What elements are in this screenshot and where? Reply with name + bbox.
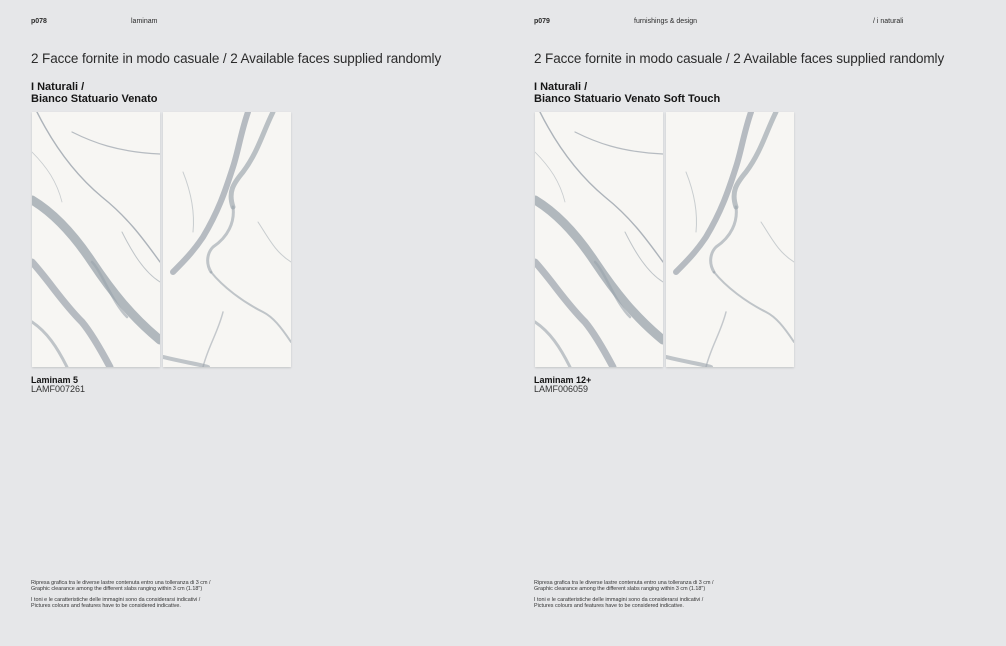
- slab-face-a: [535, 112, 663, 367]
- product-info: [31, 376, 85, 394]
- slab-face-b: [163, 112, 291, 367]
- note-colours-en: Pictures colours and features have to be considered indicative.: [31, 603, 181, 610]
- product-code: LAMF007261: [31, 384, 86, 394]
- note-colours: [534, 597, 834, 610]
- note-clearance: [534, 580, 834, 593]
- page-number: p078: [31, 18, 47, 25]
- title-line-1: I Naturali /: [534, 81, 588, 93]
- slab-face-a: [32, 112, 160, 367]
- note-clearance: [31, 580, 331, 593]
- notes: [534, 580, 834, 614]
- title-line-1: I Naturali /: [31, 81, 85, 93]
- note-colours-it: I toni e le caratteristiche delle immagini sono da considerarsi indicativi /: [31, 596, 201, 603]
- note-colours-it: I toni e le caratteristiche delle immagini sono da considerarsi indicativi /: [534, 596, 704, 603]
- title-line-2: Bianco Statuario Venato Soft Touch: [534, 93, 721, 105]
- category-label: / i naturali: [873, 18, 904, 25]
- headline: 2 Facce fornite in modo casuale / 2 Available faces supplied randomly: [534, 51, 945, 66]
- note-colours-en: Pictures colours and features have to be considered indicative.: [534, 603, 684, 610]
- right-page: [503, 0, 1006, 646]
- marble-face-a-image: [32, 112, 160, 367]
- product-name: Laminam 5: [31, 375, 79, 385]
- section-label: furnishings & design: [634, 18, 698, 25]
- marble-face-b-image: [666, 112, 794, 367]
- marble-face-a-image: [535, 112, 663, 367]
- marble-face-b-image: [163, 112, 291, 367]
- product-code: LAMF006059: [534, 384, 589, 394]
- product-name: Laminam 12+: [534, 375, 592, 385]
- note-clearance-it: Ripresa grafica tra le diverse lastre contenuta entro una tolleranza di 3 cm /: [31, 580, 211, 586]
- headline: 2 Facce fornite in modo casuale / 2 Available faces supplied randomly: [31, 51, 442, 66]
- title-line-2: Bianco Statuario Venato: [31, 93, 158, 105]
- note-clearance-it: Ripresa grafica tra le diverse lastre contenuta entro una tolleranza di 3 cm /: [534, 580, 714, 586]
- notes: [31, 580, 331, 614]
- note-clearance-en: Graphic clearance among the different slabs ranging within 3 cm (1.18"): [31, 586, 203, 593]
- note-colours: [31, 597, 331, 610]
- product-info: [534, 376, 591, 394]
- collection-title: [31, 81, 158, 105]
- section-label: laminam: [131, 18, 158, 25]
- slab-face-b: [666, 112, 794, 367]
- note-clearance-en: Graphic clearance among the different slabs ranging within 3 cm (1.18"): [534, 586, 706, 593]
- collection-title: [534, 81, 720, 105]
- page-number: p079: [534, 18, 550, 25]
